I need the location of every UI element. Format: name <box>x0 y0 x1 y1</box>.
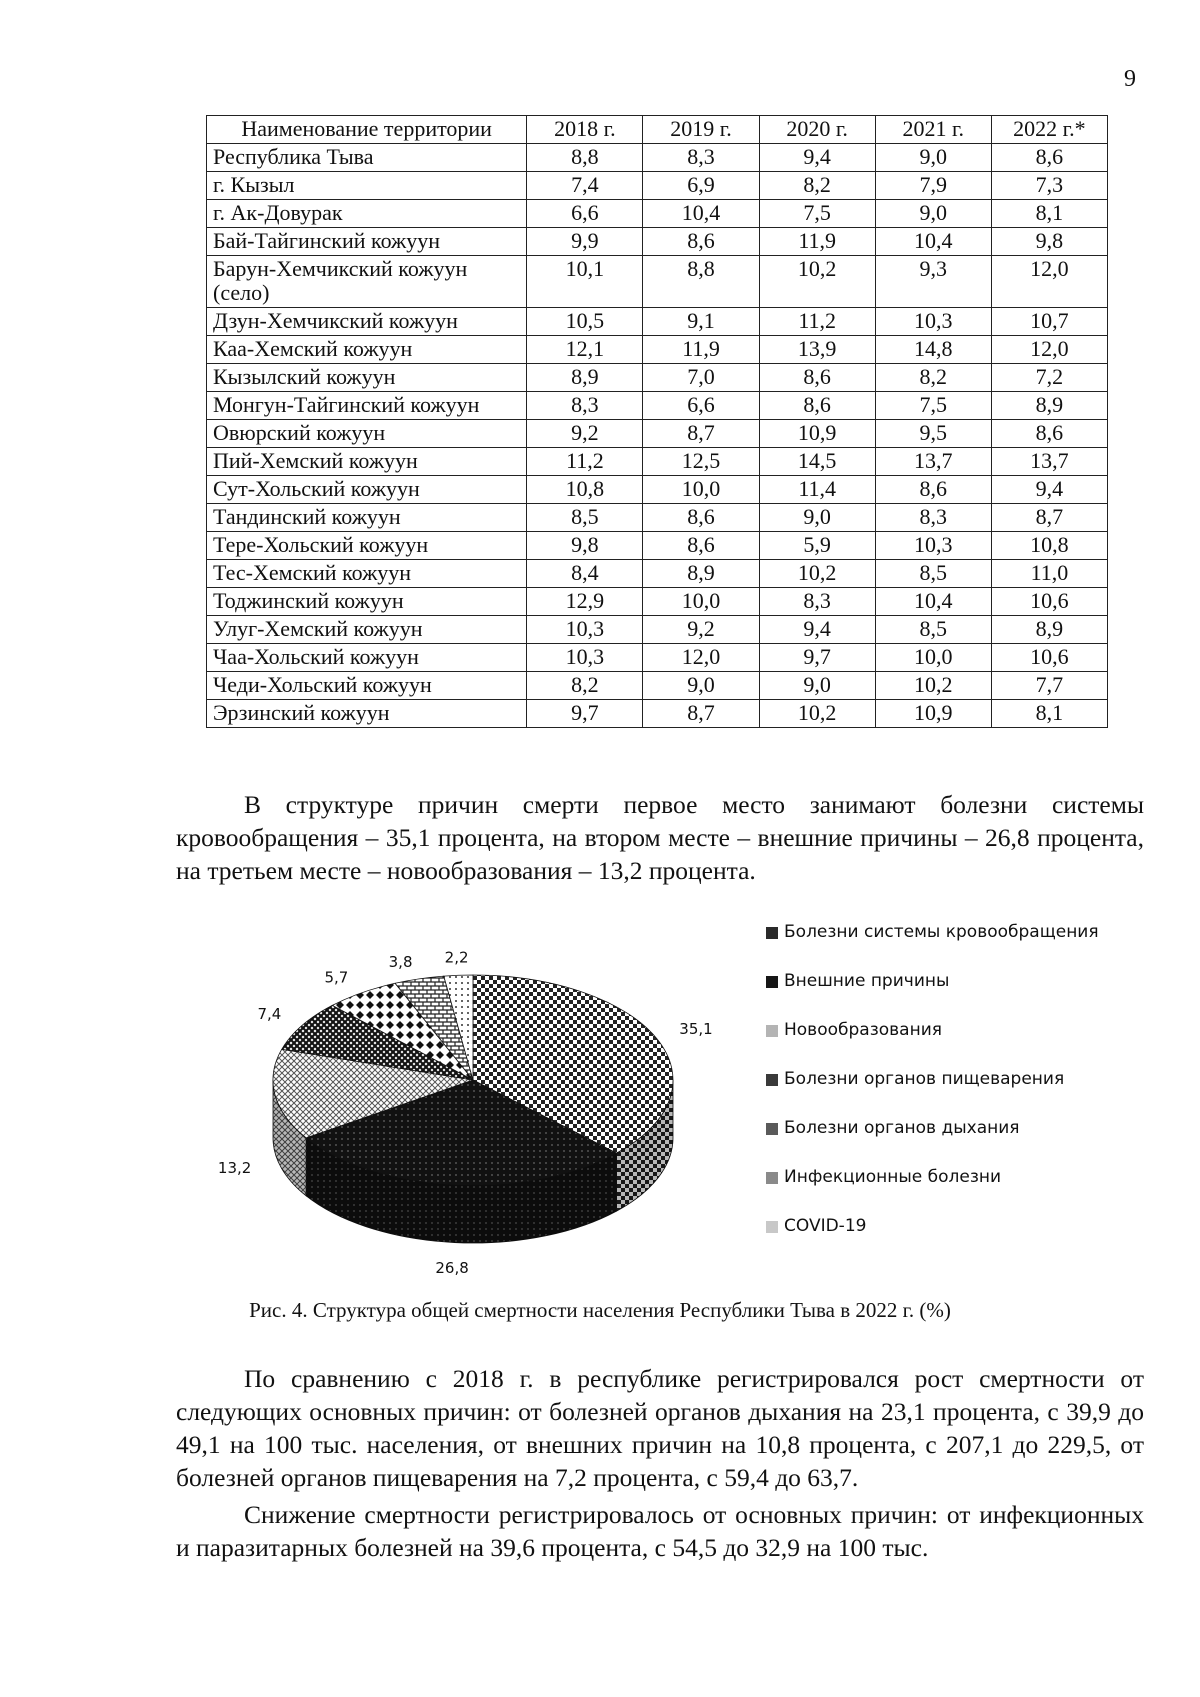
rate-cell-2022: 8,9 <box>991 392 1107 420</box>
rate-cell-2019: 10,4 <box>643 200 759 228</box>
rate-cell-2022: 8,1 <box>991 200 1107 228</box>
table-row <box>207 700 1108 728</box>
rate-cell-2020: 8,6 <box>759 392 875 420</box>
legend-swatch-icon <box>766 1025 778 1037</box>
rate-cell-2018: 9,8 <box>527 532 643 560</box>
rate-cell-2018: 9,7 <box>527 700 643 728</box>
rate-cell-2022: 10,7 <box>991 308 1107 336</box>
rate-cell-2020: 11,4 <box>759 476 875 504</box>
rate-cell-2018: 10,5 <box>527 308 643 336</box>
legend-label: Инфекционные болезни <box>784 1167 1002 1187</box>
territory-name: Чеди-Хольский кожуун <box>207 672 527 700</box>
rate-cell-2018: 12,1 <box>527 336 643 364</box>
rate-cell-2018: 9,2 <box>527 420 643 448</box>
rate-cell-2021: 9,0 <box>875 144 991 172</box>
rate-cell-2022: 13,7 <box>991 448 1107 476</box>
rate-cell-2019: 8,6 <box>643 228 759 256</box>
rate-cell-2021: 10,3 <box>875 308 991 336</box>
legend-item <box>766 1020 1146 1069</box>
rate-cell-2019: 6,9 <box>643 172 759 200</box>
rate-cell-2018: 10,3 <box>527 616 643 644</box>
territory-name: Эрзинский кожуун <box>207 700 527 728</box>
legend-swatch-icon <box>766 976 778 988</box>
pie-chart-svg <box>217 920 745 1280</box>
rate-cell-2021: 10,4 <box>875 228 991 256</box>
rate-cell-2021: 13,7 <box>875 448 991 476</box>
rate-cell-2018: 9,9 <box>527 228 643 256</box>
rate-cell-2019: 11,9 <box>643 336 759 364</box>
paragraph-mortality-growth: По сравнению с 2018 г. в республике регистрировался рост смертности от следующих основных причин: от болезней органов дыхания на 23,1 процента, с 39,9 до 49,1 на 100 тыс. населения, от внешних причин на 10,8 процента, с 207,1 до 229,5, от болезней органов пищеварения на 7,2 процента, с 59,4 до 63,7. <box>176 1364 1144 1492</box>
legend-swatch-icon <box>766 1172 778 1184</box>
rate-cell-2019: 8,7 <box>643 700 759 728</box>
table-row <box>207 308 1108 336</box>
legend-label: Болезни органов пищеварения <box>784 1069 1065 1089</box>
legend-label: Внешние причины <box>784 971 950 991</box>
rate-cell-2018: 8,2 <box>527 672 643 700</box>
legend-label: Новообразования <box>784 1020 942 1040</box>
territory-name: г. Ак-Довурак <box>207 200 527 228</box>
pie-data-label: 5,7 <box>324 968 349 987</box>
rate-cell-2019: 8,6 <box>643 504 759 532</box>
rate-cell-2021: 9,5 <box>875 420 991 448</box>
rate-cell-2022: 10,6 <box>991 588 1107 616</box>
legend-label: Болезни органов дыхания <box>784 1118 1020 1138</box>
table-row <box>207 172 1108 200</box>
table-body <box>207 144 1108 728</box>
table-row <box>207 200 1108 228</box>
rate-cell-2022: 8,1 <box>991 700 1107 728</box>
table-header-row <box>207 116 1108 144</box>
rate-cell-2021: 8,3 <box>875 504 991 532</box>
territory-name: Кызылский кожуун <box>207 364 527 392</box>
legend-item <box>766 1167 1146 1216</box>
table-row <box>207 336 1108 364</box>
rate-cell-2022: 12,0 <box>991 256 1107 308</box>
legend-label: Болезни системы кровообращения <box>784 922 1099 942</box>
table-row <box>207 448 1108 476</box>
rate-cell-2021: 8,2 <box>875 364 991 392</box>
pie-data-label: 2,2 <box>444 948 469 967</box>
rate-cell-2019: 7,0 <box>643 364 759 392</box>
territory-name: Барун-Хемчикский кожуун (село) <box>207 256 527 308</box>
rate-cell-2018: 10,8 <box>527 476 643 504</box>
rate-cell-2020: 9,7 <box>759 644 875 672</box>
rate-cell-2019: 8,7 <box>643 420 759 448</box>
territory-name: Улуг-Хемский кожуун <box>207 616 527 644</box>
pie-data-label: 3,8 <box>388 952 413 971</box>
territory-name: Дзун-Хемчикский кожуун <box>207 308 527 336</box>
rate-cell-2020: 10,2 <box>759 700 875 728</box>
table-row <box>207 420 1108 448</box>
rate-cell-2020: 10,2 <box>759 560 875 588</box>
rate-cell-2019: 8,6 <box>643 532 759 560</box>
pie-chart <box>217 920 745 1280</box>
legend-item <box>766 922 1146 971</box>
rate-cell-2018: 8,4 <box>527 560 643 588</box>
territory-name: Каа-Хемский кожуун <box>207 336 527 364</box>
rate-cell-2021: 10,0 <box>875 644 991 672</box>
legend-swatch-icon <box>766 1074 778 1086</box>
rate-cell-2018: 8,9 <box>527 364 643 392</box>
legend-item <box>766 1216 1146 1265</box>
table-row <box>207 476 1108 504</box>
table-row <box>207 560 1108 588</box>
column-header-2021: 2021 г. <box>875 116 991 144</box>
rate-cell-2018: 7,4 <box>527 172 643 200</box>
legend-item <box>766 1118 1146 1167</box>
column-header-2022: 2022 г.* <box>991 116 1107 144</box>
table-row <box>207 256 1108 308</box>
territory-name: г. Кызыл <box>207 172 527 200</box>
rate-cell-2020: 9,4 <box>759 144 875 172</box>
rate-cell-2020: 14,5 <box>759 448 875 476</box>
rate-cell-2020: 9,4 <box>759 616 875 644</box>
rate-cell-2019: 6,6 <box>643 392 759 420</box>
table-row <box>207 588 1108 616</box>
rate-cell-2021: 8,5 <box>875 560 991 588</box>
rate-cell-2020: 13,9 <box>759 336 875 364</box>
rate-cell-2020: 10,9 <box>759 420 875 448</box>
page-number: 9 <box>1124 66 1136 92</box>
table-row <box>207 364 1108 392</box>
rate-cell-2022: 7,3 <box>991 172 1107 200</box>
table-row <box>207 616 1108 644</box>
column-header-2018: 2018 г. <box>527 116 643 144</box>
rate-cell-2020: 10,2 <box>759 256 875 308</box>
territory-name: Тере-Хольский кожуун <box>207 532 527 560</box>
rate-cell-2019: 10,0 <box>643 476 759 504</box>
rate-cell-2019: 8,3 <box>643 144 759 172</box>
rate-cell-2018: 8,3 <box>527 392 643 420</box>
territory-name: Чаа-Хольский кожуун <box>207 644 527 672</box>
rate-cell-2022: 8,9 <box>991 616 1107 644</box>
table-row <box>207 644 1108 672</box>
pie-data-label: 7,4 <box>257 1005 282 1024</box>
rate-cell-2022: 10,6 <box>991 644 1107 672</box>
territory-name: Тес-Хемский кожуун <box>207 560 527 588</box>
rate-cell-2022: 9,4 <box>991 476 1107 504</box>
rate-cell-2022: 11,0 <box>991 560 1107 588</box>
territory-name: Сут-Хольский кожуун <box>207 476 527 504</box>
pie-data-label: 35,1 <box>679 1020 713 1039</box>
rate-cell-2019: 9,0 <box>643 672 759 700</box>
legend-swatch-icon <box>766 927 778 939</box>
rate-cell-2018: 10,3 <box>527 644 643 672</box>
rate-cell-2020: 9,0 <box>759 672 875 700</box>
column-header-2020: 2020 г. <box>759 116 875 144</box>
column-header-territory: Наименование территории <box>207 116 527 144</box>
rate-cell-2021: 10,2 <box>875 672 991 700</box>
table-row <box>207 228 1108 256</box>
figure-caption: Рис. 4. Структура общей смертности населения Республики Тыва в 2022 г. (%) <box>249 1298 951 1322</box>
table-row <box>207 532 1108 560</box>
territory-name: Республика Тыва <box>207 144 527 172</box>
rate-cell-2019: 9,1 <box>643 308 759 336</box>
rate-cell-2020: 11,9 <box>759 228 875 256</box>
rate-cell-2018: 6,6 <box>527 200 643 228</box>
rate-cell-2019: 8,8 <box>643 256 759 308</box>
rate-cell-2021: 8,5 <box>875 616 991 644</box>
rate-cell-2021: 8,6 <box>875 476 991 504</box>
rate-cell-2018: 8,5 <box>527 504 643 532</box>
chart-legend <box>766 922 1146 1265</box>
rate-cell-2020: 8,6 <box>759 364 875 392</box>
rate-cell-2021: 14,8 <box>875 336 991 364</box>
rate-cell-2021: 7,9 <box>875 172 991 200</box>
rate-cell-2020: 8,3 <box>759 588 875 616</box>
legend-label: COVID-19 <box>784 1216 867 1236</box>
mortality-table <box>206 115 1108 728</box>
territory-name: Овюрский кожуун <box>207 420 527 448</box>
table-row <box>207 504 1108 532</box>
territory-name: Бай-Тайгинский кожуун <box>207 228 527 256</box>
pie-data-label: 13,2 <box>217 1158 252 1177</box>
table-row <box>207 672 1108 700</box>
legend-item <box>766 971 1146 1020</box>
rate-cell-2021: 10,3 <box>875 532 991 560</box>
rate-cell-2018: 12,9 <box>527 588 643 616</box>
legend-swatch-icon <box>766 1123 778 1135</box>
rate-cell-2022: 8,7 <box>991 504 1107 532</box>
rate-cell-2020: 8,2 <box>759 172 875 200</box>
rate-cell-2022: 8,6 <box>991 420 1107 448</box>
rate-cell-2021: 10,4 <box>875 588 991 616</box>
territory-name: Пий-Хемский кожуун <box>207 448 527 476</box>
rate-cell-2022: 7,2 <box>991 364 1107 392</box>
territory-name: Тоджинский кожуун <box>207 588 527 616</box>
rate-cell-2021: 9,0 <box>875 200 991 228</box>
rate-cell-2020: 5,9 <box>759 532 875 560</box>
rate-cell-2020: 9,0 <box>759 504 875 532</box>
rate-cell-2019: 12,0 <box>643 644 759 672</box>
rate-cell-2018: 11,2 <box>527 448 643 476</box>
rate-cell-2022: 9,8 <box>991 228 1107 256</box>
territory-name: Монгун-Тайгинский кожуун <box>207 392 527 420</box>
rate-cell-2018: 8,8 <box>527 144 643 172</box>
rate-cell-2022: 7,7 <box>991 672 1107 700</box>
rate-cell-2018: 10,1 <box>527 256 643 308</box>
rate-cell-2019: 8,9 <box>643 560 759 588</box>
paragraph-mortality-decline: Снижение смертности регистрировалось от основных причин: от инфекционных и паразитарных болезней на 39,6 процента, с 54,5 до 32,9 на 100 тыс. <box>176 1500 1144 1562</box>
table-row <box>207 144 1108 172</box>
rate-cell-2022: 12,0 <box>991 336 1107 364</box>
rate-cell-2019: 12,5 <box>643 448 759 476</box>
rate-cell-2019: 10,0 <box>643 588 759 616</box>
rate-cell-2022: 8,6 <box>991 144 1107 172</box>
rate-cell-2021: 10,9 <box>875 700 991 728</box>
pie-data-label: 26,8 <box>435 1259 469 1278</box>
rate-cell-2022: 10,8 <box>991 532 1107 560</box>
paragraph-cause-structure: В структуре причин смерти первое место занимают болезни системы кровообращения – 35,1 процента, на втором месте – внешние причины – 26,8 процента, на третьем месте – новообразования – 13,2 процента. <box>176 790 1144 885</box>
rate-cell-2020: 11,2 <box>759 308 875 336</box>
rate-cell-2021: 9,3 <box>875 256 991 308</box>
rate-cell-2020: 7,5 <box>759 200 875 228</box>
rate-cell-2019: 9,2 <box>643 616 759 644</box>
column-header-2019: 2019 г. <box>643 116 759 144</box>
legend-item <box>766 1069 1146 1118</box>
legend-swatch-icon <box>766 1221 778 1233</box>
rate-cell-2021: 7,5 <box>875 392 991 420</box>
territory-name: Тандинский кожуун <box>207 504 527 532</box>
table-row <box>207 392 1108 420</box>
